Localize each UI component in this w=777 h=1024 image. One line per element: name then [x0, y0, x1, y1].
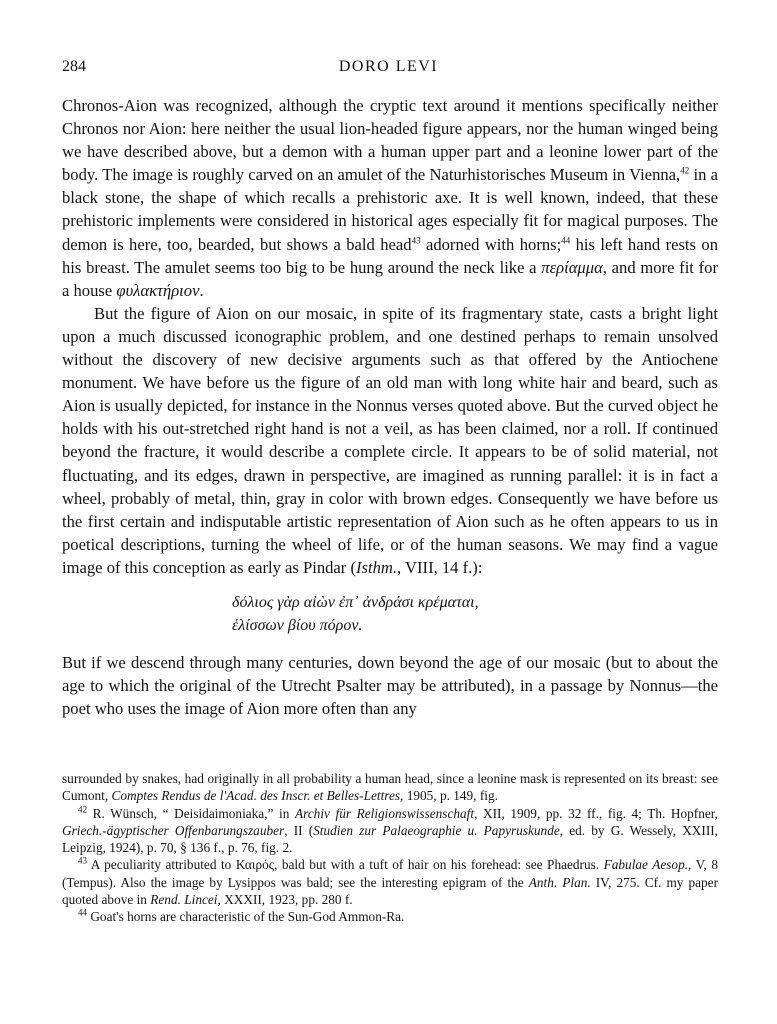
- page-number: 284: [62, 58, 86, 75]
- footnote-continuation: surrounded by snakes, had originally in all probability a human head, since a leonine mask is represented on its breast: see Cumont, Comptes Rendus de l'Acad. des Inscr. et Belles-Lettres, 1905, p. 149, fig.: [62, 771, 718, 804]
- greek-term-phylakterion: φυλακτήριον: [116, 280, 200, 300]
- footnote-42: $^{42}$ R. Wünsch, “ Deisidaimoniaka,” in Archiv für Religionswissenschaft, XII, 1909, pp. 32 ff., fig. 4; Th. Hopfner, Griech.-ägyptischer Offenbarungszauber, II (Studien zur Palaeographie u. Papyruskunde, ed. by G. Wessely, XXIII, Leipzig, 1924), p. 70, § 136 f., p. 76, fig. 2.: [62, 804, 719, 856]
- running-head: DORO LEVI: [338, 58, 439, 75]
- footnote-number: 44: [78, 907, 87, 918]
- paragraph-2: But the figure of Aion on our mosaic, in spite of its fragmentary state, casts a bright light upon a much discussed iconographic problem, and one destined perhaps to remain unsolved without the discovery of new decisive arguments such as that offered by the Antiochene monument. We have before us the figure of an old man with long white hair and beard, such as Aion is usually depicted, for instance in the Nonnus verses quoted above. But the curved object he holds with his out-stretched right hand is not a veil, as has been claimed, nor a roll. If continued beyond the fracture, it would describe a complete circle. It appears to be of solid material, not fluctuating, and its edges, drawn in perspective, are imagined as running parallel: it is in fact a wheel, probably of metal, thin, gray in color with brown edges. Consequently we have before us the first certain and indisputable artistic representation of Aion such as he often appears to us in poetical descriptions, turning the wheel of life, or of the human seasons. We may find a vague image of this conception as early as Pindar (Isthm., VIII, 14 f.):: [62, 303, 718, 577]
- footnote-ref-43[interactable]: 43: [411, 235, 421, 246]
- greek-quotation: [232, 591, 718, 637]
- footnote-44: $^{44}$ Goat's horns are characteristic of the Sun-God Ammon-Ra.: [78, 907, 405, 925]
- footnote-number: 42: [78, 804, 87, 815]
- greek-term-periamma: περίαμμα: [541, 257, 603, 277]
- citation-isthm: Isthm.: [356, 557, 398, 577]
- body-text: [62, 94, 718, 720]
- footnote-43: $^{43}$ A peculiarity attributed to Καιρός, bald but with a tuft of hair on his forehead: see Phaedrus. Fabulae Aesop., V, 8 (Tempus). Also the image by Lysippos was bald; see the interesting epigram of the Anth. Plan. IV, 275. Cf. my paper quoted above in Rend. Lincei, XXXII, 1923, pp. 280 f.: [62, 856, 719, 908]
- page-header: [62, 58, 715, 82]
- footnote-ref-42[interactable]: 42: [680, 165, 690, 176]
- paragraph-1: Chronos-Aion was recognized, although the cryptic text around it mentions specifically neither Chronos nor Aion: here neither the usual lion-headed figure appears, nor the human winged being we have described above, but a demon with a human upper part and a leonine lower part of the body. The image is roughly carved on an amulet of the Naturhistorisches Museum in Vienna,$^{42}$ in a black stone, the shape of which recalls a prehistoric axe. It is well known, indeed, that these prehistoric implements were considered in historical ages especially fit for magical purposes. The demon is here, too, bearded, but shows a bald head$^{43}$ adorned with horns;$^{44}$ his left hand rests on his breast. The amulet seems too big to be hung around the neck like a περίαμμα, and more fit for a house φυλακτήριον.: [62, 96, 718, 300]
- quote-line-1: δόλιος γὰρ αἰὼν ἐπ᾽ ἀνδράσι κρέμαται,: [232, 593, 479, 611]
- paragraph-3: But if we descend through many centuries, down beyond the age of our mosaic (but to about the age to which the original of the Utrecht Psalter may be attributed), in a passage by Nonnus—the poet who uses the image of Aion more often than any: [62, 652, 718, 719]
- quote-line-2: ἑλίσσων βίου πόρον.: [232, 616, 363, 634]
- footnote-ref-44[interactable]: 44: [561, 235, 571, 246]
- footnote-number: 43: [78, 856, 87, 867]
- footnotes: [62, 770, 718, 926]
